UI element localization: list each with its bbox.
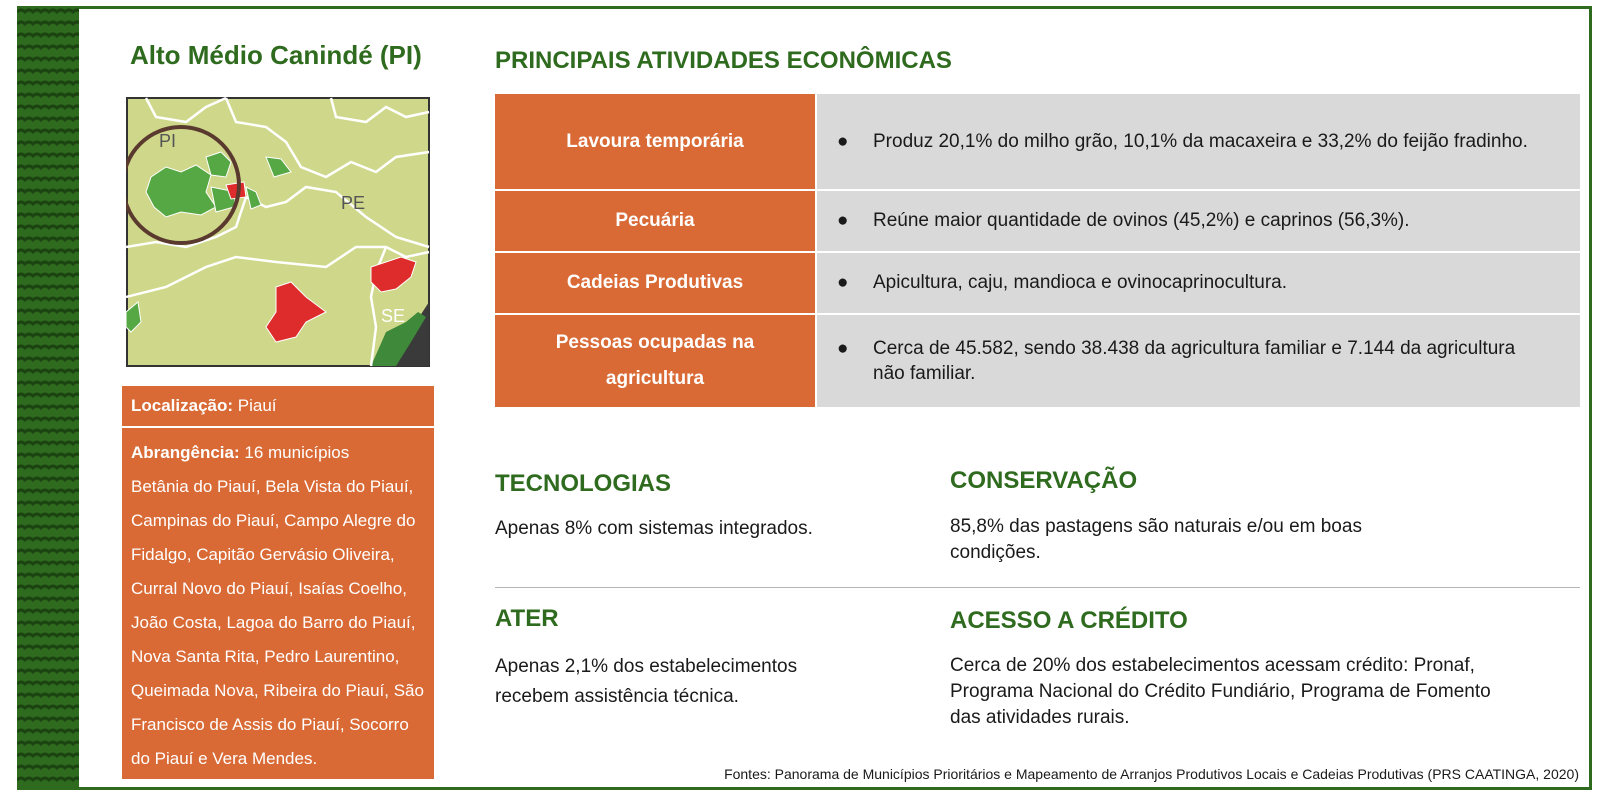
localizacao-value: Piauí (237, 396, 277, 415)
row-label: Pecuária (495, 190, 816, 252)
row-description (816, 94, 1580, 190)
decorative-wave-stripe (17, 6, 79, 790)
row-text: Cerca de 45.582, sendo 38.438 da agricultura familiar e 7.144 da agricultura não familiar. (873, 338, 1516, 384)
ater-text: Apenas 2,1% dos estabelecimentos recebem assistência técnica. (495, 656, 798, 707)
section-divider (495, 587, 1580, 588)
conservacao-title: CONSERVAÇÃO (950, 467, 1138, 494)
bullet-icon: ● (837, 130, 849, 152)
row-label: Pessoas ocupadas na agricultura (495, 314, 816, 408)
municipios-list: Betânia do Piauí, Bela Vista do Piauí, Campinas do Piauí, Campo Alegre do Fidalgo, Capitão Gervásio Oliveira, Curral Novo do Piauí, Isaías Coelho, João Costa, Lagoa do Barro do Piauí, Nova Santa Rita, Pedro Laurentino, Queimada Nova, Ribeira do Piauí, São Francisco de Assis do Piauí, Socorro do Piauí e Vera Mendes. (131, 477, 424, 768)
bullet-icon: ● (837, 210, 849, 231)
row-label: Lavoura temporária (495, 94, 816, 190)
region-map (126, 97, 430, 367)
localizacao-row (122, 386, 434, 428)
bullet-icon: ● (837, 338, 849, 359)
table-row (495, 190, 1580, 252)
table-row (495, 252, 1580, 314)
row-label: Cadeias Produtivas (495, 252, 816, 314)
atividades-title: PRINCIPAIS ATIVIDADES ECONÔMICAS (495, 47, 952, 74)
abrangencia-block (122, 428, 434, 776)
atividades-table (495, 94, 1580, 409)
table-row (495, 314, 1580, 408)
credito-text: Cerca de 20% dos estabelecimentos acessam crédito: Pronaf, Programa Nacional do Crédito Fundiário, Programa de Fomento das atividades rurais. (950, 655, 1491, 728)
row-text: Apicultura, caju, mandioca e ovinocaprinocultura. (873, 272, 1288, 293)
abrangencia-value: 16 municípios (244, 443, 350, 462)
map-label-pe: PE (341, 193, 366, 213)
tecnologias-title: TECNOLOGIAS (495, 470, 672, 497)
abrangencia-label: Abrangência: (131, 443, 240, 462)
row-description (816, 314, 1580, 408)
sources-footnote: Fontes: Panorama de Municípios Prioritários e Mapeamento de Arranjos Produtivos Locais e Cadeias Produtivas (PRS CAATINGA, 2020) (724, 766, 1579, 782)
page-title: Alto Médio Canindé (PI) (130, 40, 422, 70)
conservacao-text: 85,8% das pastagens são naturais e/ou em boas condições. (950, 516, 1362, 563)
credito-title: ACESSO A CRÉDITO (950, 607, 1188, 634)
region-info-box (122, 386, 434, 779)
row-description (816, 252, 1580, 314)
localizacao-label: Localização: (131, 396, 234, 415)
row-description (816, 190, 1580, 252)
row-text: Produz 20,1% do milho grão, 10,1% da macaxeira e 33,2% do feijão fradinho. (873, 130, 1528, 152)
map-label-pi: PI (159, 131, 177, 151)
row-text: Reúne maior quantidade de ovinos (45,2%) e caprinos (56,3%). (873, 210, 1410, 231)
tecnologias-text: Apenas 8% com sistemas integrados. (495, 518, 813, 539)
bullet-icon: ● (837, 272, 849, 293)
map-label-se: SE (381, 306, 406, 326)
ater-title: ATER (495, 605, 559, 632)
table-row (495, 94, 1580, 190)
